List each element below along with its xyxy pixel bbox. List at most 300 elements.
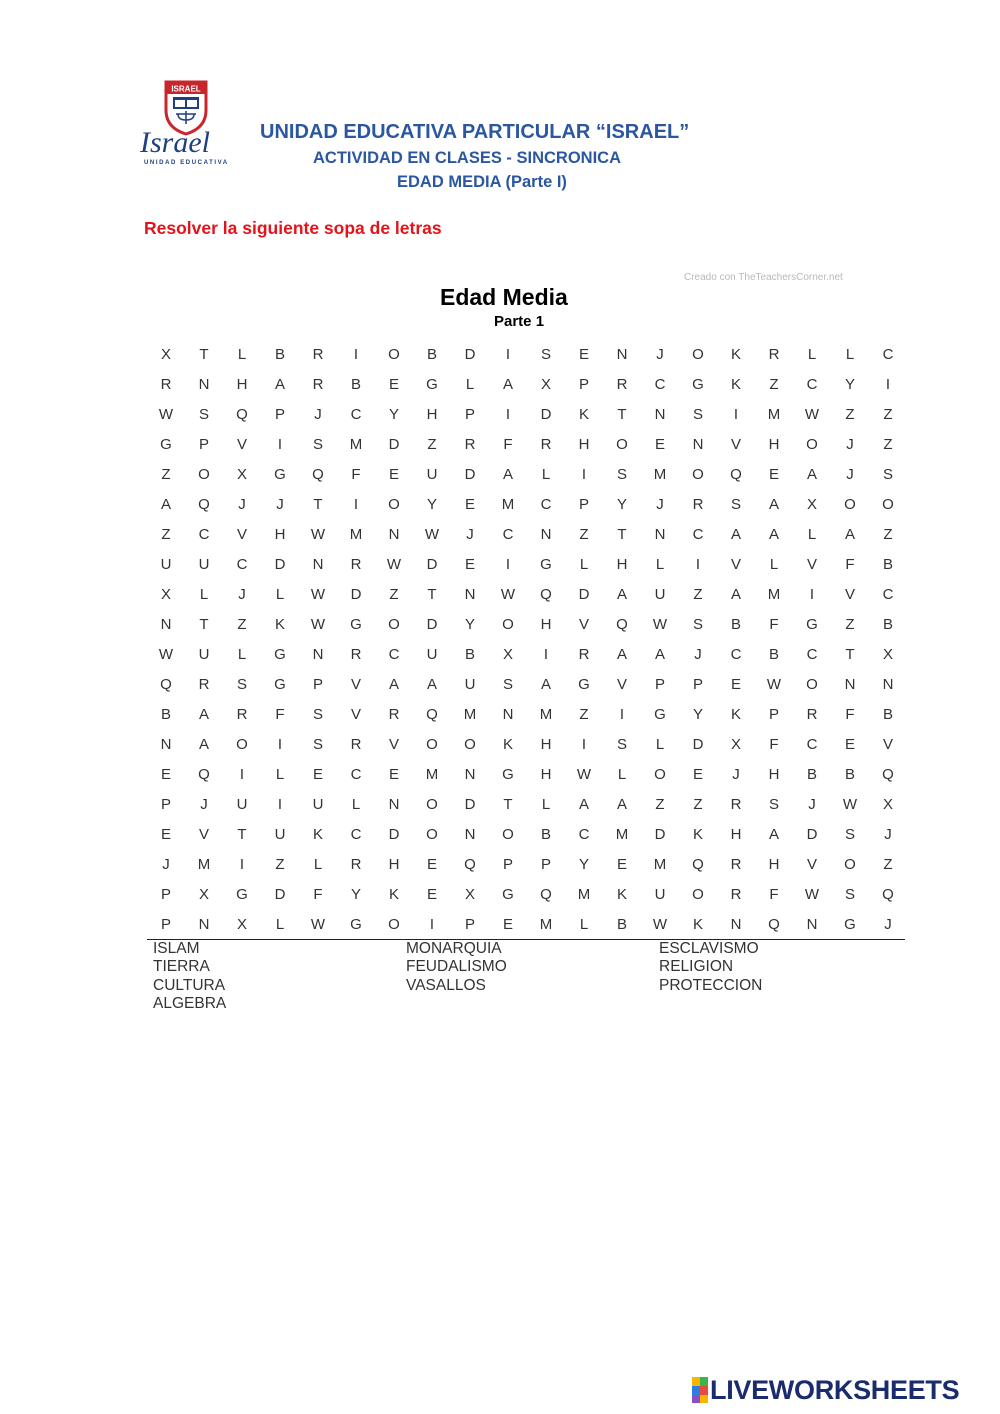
grid-letter: W [652, 616, 668, 633]
grid-letter: T [237, 826, 247, 843]
grid-letter: N [540, 526, 552, 543]
grid-letter: C [236, 556, 248, 573]
grid-letter: C [882, 346, 894, 363]
grid-letter: O [882, 496, 894, 513]
grid-letter: P [160, 886, 171, 903]
grid-letter: F [313, 886, 323, 903]
grid-letter: D [350, 586, 362, 603]
grid-letter: E [160, 826, 171, 843]
grid-letter: A [388, 676, 399, 693]
grid-letter: E [388, 766, 399, 783]
word-list-item: ISLAM [153, 940, 200, 957]
grid-letter: X [160, 586, 171, 603]
word-list-item: ESCLAVISMO [659, 940, 759, 957]
grid-letter: P [578, 376, 589, 393]
grid-letter: R [350, 736, 362, 753]
grid-letter: Q [730, 466, 742, 483]
activity-title: ACTIVIDAD EN CLASES - SINCRONICA [313, 149, 622, 167]
grid-letter: W [310, 916, 326, 933]
grid-letter: S [540, 346, 551, 363]
grid-letter: G [502, 886, 514, 903]
grid-letter: V [350, 706, 361, 723]
grid-letter: R [160, 376, 172, 393]
grid-letter: Z [845, 616, 855, 633]
divider [147, 939, 905, 940]
grid-letter: N [160, 736, 172, 753]
grid-letter: V [236, 526, 247, 543]
grid-letter: A [198, 736, 209, 753]
grid-letter: Y [350, 886, 361, 903]
grid-letter: M [539, 706, 553, 723]
grid-letter: X [882, 646, 893, 663]
grid-letter: W [424, 526, 440, 543]
grid-letter: G [654, 706, 666, 723]
grid-letter: O [844, 856, 856, 873]
grid-letter: I [505, 406, 511, 423]
grid-row [147, 670, 907, 700]
grid-letter: B [616, 916, 627, 933]
grid-letter: P [692, 676, 703, 693]
grid-letter: S [236, 676, 247, 693]
grid-letter: I [353, 346, 359, 363]
grid-letter: E [616, 856, 627, 873]
grid-letter: N [654, 406, 666, 423]
grid-letter: J [162, 856, 170, 873]
grid-row [147, 700, 907, 730]
grid-letter: K [274, 616, 285, 633]
grid-letter: O [464, 736, 476, 753]
school-logo [140, 76, 232, 172]
grid-letter: T [845, 646, 855, 663]
grid-letter: T [199, 346, 209, 363]
grid-letter: R [578, 646, 590, 663]
grid-letter: F [275, 706, 285, 723]
grid-letter: J [238, 586, 246, 603]
grid-letter: N [312, 646, 324, 663]
grid-letter: R [730, 856, 742, 873]
grid-letter: Z [237, 616, 247, 633]
logo-banner-text: ISRAEL [171, 84, 201, 94]
grid-letter: W [652, 916, 668, 933]
word-list-item: VASALLOS [406, 976, 486, 994]
grid-letter: J [314, 406, 322, 423]
grid-letter: N [388, 526, 400, 543]
grid-letter: G [426, 376, 438, 393]
grid-letter: E [692, 766, 703, 783]
grid-letter: J [656, 496, 664, 513]
grid-letter: I [239, 766, 245, 783]
grid-letter: J [656, 346, 664, 363]
grid-letter: I [277, 436, 283, 453]
grid-letter: G [578, 676, 590, 693]
grid-letter: B [160, 706, 171, 723]
grid-letter: A [730, 526, 741, 543]
grid-letter: G [502, 766, 514, 783]
word-list-item: TIERRA [153, 958, 210, 976]
grid-letter: B [844, 766, 855, 783]
grid-letter: W [500, 586, 516, 603]
grid-letter: O [426, 736, 438, 753]
grid-letter: K [692, 826, 703, 843]
grid-letter: E [426, 856, 437, 873]
grid-letter: Q [198, 766, 210, 783]
grid-letter: V [578, 616, 589, 633]
grid-letter: N [464, 586, 476, 603]
word-list-item: CULTURA [153, 976, 226, 994]
grid-letter: R [198, 676, 210, 693]
grid-letter: T [199, 616, 209, 633]
grid-letter: N [312, 556, 324, 573]
grid-letter: W [310, 586, 326, 603]
grid-letter: P [502, 856, 513, 873]
grid-letter: D [388, 436, 400, 453]
grid-letter: O [654, 766, 666, 783]
grid-letter: B [768, 646, 779, 663]
grid-letter: M [767, 406, 781, 423]
grid-letter: P [160, 796, 171, 813]
grid-letter: X [502, 646, 513, 663]
grid-letter: A [768, 496, 779, 513]
grid-letter: B [540, 826, 551, 843]
grid-letter: W [386, 556, 402, 573]
grid-letter: Q [540, 886, 552, 903]
grid-row [147, 370, 907, 400]
grid-letter: L [275, 766, 285, 783]
grid-letter: P [274, 406, 285, 423]
liveworksheets-icon [692, 1377, 708, 1403]
grid-letter: D [274, 886, 286, 903]
grid-letter: A [768, 826, 779, 843]
grid-row [147, 400, 907, 430]
grid-letter: S [692, 406, 703, 423]
grid-letter: D [426, 556, 438, 573]
grid-letter: B [882, 556, 893, 573]
grid-letter: I [277, 796, 283, 813]
grid-letter: N [730, 916, 742, 933]
grid-letter: O [388, 346, 400, 363]
grid-letter: E [730, 676, 741, 693]
grid-letter: E [312, 766, 323, 783]
grid-letter: D [388, 826, 400, 843]
grid-letter: X [464, 886, 475, 903]
grid-letter: O [806, 436, 818, 453]
grid-letter: L [579, 916, 589, 933]
grid-letter: R [540, 436, 552, 453]
wordsearch-title: Edad Media [440, 284, 568, 310]
grid-row [147, 460, 907, 490]
instruction-text: Resolver la siguiente sopa de letras [144, 218, 442, 238]
grid-letter: P [464, 916, 475, 933]
grid-letter: C [578, 826, 590, 843]
grid-letter: O [692, 346, 704, 363]
grid-letter: L [579, 556, 589, 573]
grid-letter: D [274, 556, 286, 573]
grid-letter: O [844, 496, 856, 513]
grid-letter: H [388, 856, 400, 873]
grid-letter: E [578, 346, 589, 363]
grid-letter: K [502, 736, 513, 753]
grid-letter: U [198, 646, 210, 663]
grid-row [147, 880, 907, 910]
grid-letter: D [464, 346, 476, 363]
grid-letter: J [808, 796, 816, 813]
grid-letter: O [388, 616, 400, 633]
grid-letter: C [350, 406, 362, 423]
grid-letter: I [733, 406, 739, 423]
grid-letter: F [769, 736, 779, 753]
grid-letter: Q [882, 886, 894, 903]
grid-letter: Y [464, 616, 475, 633]
grid-letter: M [501, 496, 515, 513]
grid-letter: L [199, 586, 209, 603]
grid-letter: G [274, 646, 286, 663]
liveworksheets-brand: LIVEWORKSHEETS [710, 1374, 960, 1405]
grid-letter: N [692, 436, 704, 453]
grid-letter: O [388, 916, 400, 933]
grid-letter: V [388, 736, 399, 753]
grid-letter: Z [693, 796, 703, 813]
grid-letter: X [882, 796, 893, 813]
grid-letter: J [276, 496, 284, 513]
grid-letter: B [350, 376, 361, 393]
grid-letter: C [388, 646, 400, 663]
grid-letter: A [844, 526, 855, 543]
grid-letter: M [767, 586, 781, 603]
grid-letter: R [730, 886, 742, 903]
grid-letter: G [844, 916, 856, 933]
grid-letter: L [655, 556, 665, 573]
grid-letter: J [884, 826, 892, 843]
word-list-item: MONARQUIA [406, 940, 502, 957]
grid-letter: G [274, 466, 286, 483]
grid-letter: O [616, 436, 628, 453]
grid-letter: C [502, 526, 514, 543]
grid-letter: A [616, 796, 627, 813]
grid-letter: N [160, 616, 172, 633]
grid-letter: D [540, 406, 552, 423]
grid-letter: J [466, 526, 474, 543]
grid-letter: D [578, 586, 590, 603]
grid-letter: M [425, 766, 439, 783]
grid-letter: V [806, 556, 817, 573]
grid-letter: W [766, 676, 782, 693]
grid-letter: U [198, 556, 210, 573]
grid-letter: B [806, 766, 817, 783]
grid-letter: W [842, 796, 858, 813]
grid-letter: K [616, 886, 627, 903]
grid-row [147, 430, 907, 460]
grid-letter: Q [160, 676, 172, 693]
grid-letter: G [350, 616, 362, 633]
grid-letter: I [543, 646, 549, 663]
grid-letter: L [275, 586, 285, 603]
grid-letter: D [654, 826, 666, 843]
grid-letter: K [388, 886, 399, 903]
grid-letter: P [198, 436, 209, 453]
grid-letter: N [882, 676, 894, 693]
grid-row [147, 550, 907, 580]
grid-letter: C [806, 646, 818, 663]
grid-letter: L [351, 796, 361, 813]
grid-letter: O [692, 886, 704, 903]
grid-letter: Y [616, 496, 627, 513]
grid-letter: R [350, 646, 362, 663]
grid-letter: I [429, 916, 435, 933]
grid-letter: L [845, 346, 855, 363]
wordsearch-grid [147, 340, 907, 940]
grid-letter: P [654, 676, 665, 693]
grid-letter: M [577, 886, 591, 903]
grid-letter: Q [464, 856, 476, 873]
grid-letter: A [578, 796, 589, 813]
grid-letter: E [160, 766, 171, 783]
grid-letter: K [730, 706, 741, 723]
grid-letter: Z [161, 466, 171, 483]
grid-letter: I [505, 556, 511, 573]
grid-letter: A [730, 586, 741, 603]
grid-letter: W [310, 616, 326, 633]
grid-letter: X [160, 346, 171, 363]
grid-letter: P [540, 856, 551, 873]
grid-letter: Q [198, 496, 210, 513]
grid-row [147, 790, 907, 820]
grid-letter: J [846, 466, 854, 483]
grid-letter: V [844, 586, 855, 603]
grid-row [147, 850, 907, 880]
grid-letter: N [806, 916, 818, 933]
wordsearch-subtitle: Parte 1 [494, 313, 545, 330]
grid-letter: M [463, 706, 477, 723]
grid-letter: E [464, 556, 475, 573]
grid-letter: G [350, 916, 362, 933]
grid-letter: E [502, 916, 513, 933]
grid-letter: S [616, 466, 627, 483]
grid-letter: E [388, 376, 399, 393]
grid-row [147, 820, 907, 850]
grid-letter: L [237, 646, 247, 663]
grid-letter: Y [692, 706, 703, 723]
grid-row [147, 730, 907, 760]
grid-letter: O [692, 466, 704, 483]
grid-letter: C [198, 526, 210, 543]
grid-letter: A [198, 706, 209, 723]
grid-letter: M [615, 826, 629, 843]
grid-letter: I [619, 706, 625, 723]
grid-letter: S [730, 496, 741, 513]
grid-letter: S [692, 616, 703, 633]
grid-letter: G [274, 676, 286, 693]
grid-letter: G [160, 436, 172, 453]
grid-letter: Z [693, 586, 703, 603]
grid-letter: H [426, 406, 438, 423]
grid-letter: P [160, 916, 171, 933]
grid-row [147, 490, 907, 520]
grid-letter: U [160, 556, 172, 573]
grid-letter: U [426, 646, 438, 663]
grid-letter: L [541, 466, 551, 483]
grid-letter: R [312, 346, 324, 363]
grid-letter: E [388, 466, 399, 483]
grid-letter: N [388, 796, 400, 813]
grid-letter: C [350, 766, 362, 783]
grid-letter: R [616, 376, 628, 393]
grid-letter: I [695, 556, 701, 573]
grid-letter: Y [426, 496, 437, 513]
school-name: UNIDAD EDUCATIVA PARTICULAR “ISRAEL” [260, 121, 690, 143]
grid-letter: J [200, 796, 208, 813]
grid-letter: U [236, 796, 248, 813]
grid-letter: V [730, 436, 741, 453]
grid-letter: S [882, 466, 893, 483]
grid-letter: N [616, 346, 628, 363]
grid-letter: C [350, 826, 362, 843]
grid-letter: J [732, 766, 740, 783]
grid-letter: D [692, 736, 704, 753]
grid-letter: L [541, 796, 551, 813]
grid-letter: B [274, 346, 285, 363]
grid-letter: I [353, 496, 359, 513]
grid-letter: K [692, 916, 703, 933]
grid-letter: R [806, 706, 818, 723]
grid-letter: M [349, 526, 363, 543]
grid-letter: T [617, 526, 627, 543]
grid-letter: E [464, 496, 475, 513]
grid-letter: H [730, 826, 742, 843]
grid-letter: V [616, 676, 627, 693]
grid-letter: A [160, 496, 171, 513]
grid-letter: B [426, 346, 437, 363]
grid-row [147, 910, 907, 940]
grid-letter: X [236, 916, 247, 933]
grid-letter: Y [388, 406, 399, 423]
word-list-column-3 [659, 940, 762, 995]
grid-letter: I [581, 466, 587, 483]
grid-letter: O [806, 676, 818, 693]
grid-letter: O [426, 796, 438, 813]
grid-letter: O [236, 736, 248, 753]
logo-wordmark: Israel [140, 126, 210, 159]
grid-letter: N [654, 526, 666, 543]
grid-letter: O [502, 826, 514, 843]
grid-letter: G [540, 556, 552, 573]
word-list-column-1 [153, 940, 226, 1013]
grid-letter: Z [579, 706, 589, 723]
grid-letter: A [540, 676, 551, 693]
word-list-column-2 [406, 940, 507, 995]
grid-letter: R [236, 706, 248, 723]
grid-letter: Z [845, 406, 855, 423]
grid-letter: D [464, 466, 476, 483]
grid-letter: C [806, 736, 818, 753]
grid-letter: W [158, 406, 174, 423]
grid-letter: S [312, 436, 323, 453]
grid-letter: I [885, 376, 891, 393]
grid-letter: L [617, 766, 627, 783]
grid-letter: T [427, 586, 437, 603]
grid-letter: R [350, 856, 362, 873]
grid-letter: I [809, 586, 815, 603]
grid-letter: C [654, 376, 666, 393]
grid-letter: Z [883, 856, 893, 873]
grid-letter: V [350, 676, 361, 693]
grid-letter: Z [579, 526, 589, 543]
grid-letter: Q [882, 766, 894, 783]
grid-letter: O [426, 826, 438, 843]
grid-letter: C [730, 646, 742, 663]
grid-letter: O [502, 616, 514, 633]
grid-letter: P [768, 706, 779, 723]
grid-letter: J [694, 646, 702, 663]
